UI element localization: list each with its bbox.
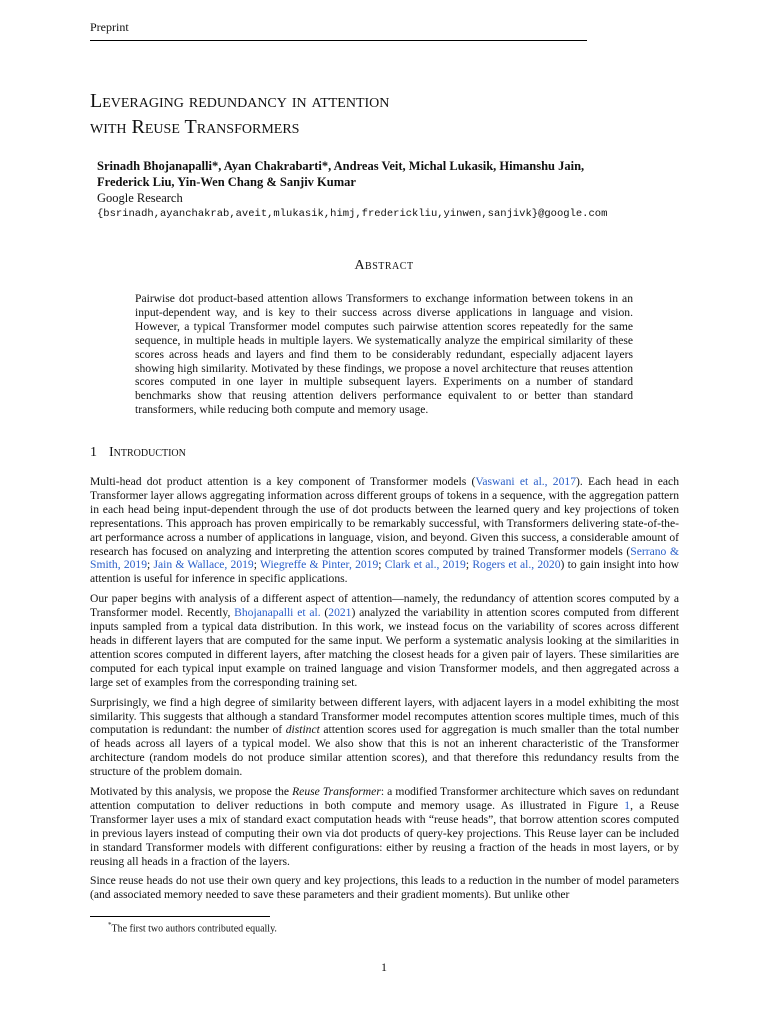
running-header: Preprint	[90, 20, 587, 41]
author-list	[97, 158, 687, 190]
text-run: Motivated by this analysis, we propose the	[90, 785, 293, 799]
text-run: ;	[378, 558, 385, 572]
text-run: Surprisingly, we find a high degree of similarity between different layers, with adjacent layers in a model exhibiting the most similarity. This suggests that although a standard Transformer model recomputes attention scores multiple times, much of this computation is redundant: the number of	[90, 695, 679, 737]
text-run: Multi-head dot product attention is a key component of Transformer models (	[90, 475, 476, 488]
paragraph-3	[90, 696, 679, 779]
text-run: ). Each head in each Transformer layer allows aggregating information across different groups of tokens in a sequence, with the aggregation pattern in each head being input-dependent through the use of dot products between the learned query and key projections of token representations. This approach has proven empirically to be remarkably successful, with Transformers delivering state-of-the-art performance across a number of applications in language, vision, and beyond. Given this success, a considerable amount of research has focused on analyzing and interpreting the attention scores computed by trained Transformer models (	[90, 475, 679, 558]
abstract-heading: Abstract	[354, 258, 414, 273]
section-number: 1	[90, 445, 97, 460]
paper-title	[90, 88, 690, 140]
text-run: (	[320, 606, 329, 620]
paragraph-2	[90, 592, 679, 689]
citation-link[interactable]: Serrano & Smith, 2019	[90, 544, 679, 572]
citation-link[interactable]: Rogers et al., 2020	[472, 558, 561, 572]
abstract-text: Pairwise dot product-based attention allows Transformers to exchange information between tokens in an input-dependent way, and is key to their success across diverse applications in language and vision. However, a typical Transformer model computes such pairwise attention scores repeatedly for the same sequence, in multiple heads in multiple layers. We systematically analyze the empirical similarity of these scores across heads and layers and find them to be considerably redundant, especially adjacent layers showing high similarity. Motivated by these findings, we propose a novel architecture that reuses attention scores computed in one layer in multiple subsequent layers. Experiments on a number of standard benchmarks show that reusing attention delivers performance equivalent to or better than standard transformers, while reducing both compute and memory usage.	[135, 292, 633, 417]
text-run: attention scores used for aggregation is much smaller than the total number of heads across all layers of a typical model. We also show that this is not an inherent characteristic of the Transformer architecture (random models do not produce similar attention scores), and that therefore this redundancy results from the structure of the problem domain.	[90, 723, 680, 779]
text-run: Our paper begins with analysis of a different aspect of attention—namely, the redundancy of attention scores computed by a Transformer model. Recently,	[90, 592, 679, 620]
text-run: ) analyzed the variability in attention scores computed from different inputs sampled from a typical data distribution. In this work, we instead focus on the variability of scores across different heads in different layers that are computed for the same input. We perform a systematic analysis looking at the similarities in attention scores computed in different layers, after matching the closest heads for a given pair of layers. These similarities are computed for each typical input example on trained language and vision Transformer models, and then aggregated across a large set of examples from the corresponding training set.	[90, 606, 679, 689]
citation-link[interactable]: Wiegreffe & Pinter, 2019	[259, 558, 379, 572]
footnote-text: The first two authors contributed equally.	[111, 923, 277, 935]
text-run: ) to gain insight into how attention is useful for inference in specific applications.	[90, 558, 680, 586]
author-emails: {bsrinadh,ayanchakrab,aveit,mlukasik,himj,frederickliu,yinwen,sanjivk}@google.com	[97, 208, 608, 220]
text-run: Since reuse heads do not use their own query and key projections, this leads to a reduction in the number of model parameters (and associated memory needed to save these parameters and their gradient moments). But unlike other	[90, 874, 679, 902]
text-run: : a modified Transformer architecture which saves on redundant attention computation to deliver reductions in both compute and memory usage. As illustrated in Figure	[90, 785, 679, 812]
citation-link[interactable]: 2021	[328, 606, 352, 620]
emphasis: Reuse Transformer	[292, 785, 381, 799]
paragraph-5	[90, 874, 679, 902]
citation-link[interactable]: Bhojanapalli et al.	[234, 606, 321, 620]
citation-link[interactable]: Jain & Wallace, 2019	[153, 558, 254, 572]
paragraph-1	[90, 475, 679, 586]
emphasis: distinct	[285, 723, 320, 737]
text-run: ;	[465, 558, 473, 572]
affiliation: Google Research	[97, 191, 183, 205]
footnote-mark: *	[108, 921, 112, 929]
paragraph-4	[90, 785, 679, 868]
citation-link[interactable]: Clark et al., 2019	[384, 558, 466, 572]
citation-link[interactable]: Vaswani et al., 2017	[475, 475, 576, 488]
page-number: 1	[381, 960, 387, 974]
title-line-2: with Reuse Transformers	[90, 116, 300, 138]
text-run: ;	[253, 558, 260, 572]
figure-link[interactable]: 1	[624, 798, 631, 812]
footnote-rule	[90, 916, 270, 917]
section-body	[90, 475, 679, 908]
section-title: Introduction	[109, 445, 186, 460]
author-line-1: Srinadh Bhojanapalli*, Ayan Chakrabarti*, Andreas Veit, Michal Lukasik, Himanshu Jain,	[97, 159, 585, 173]
author-line-2: Frederick Liu, Yin-Wen Chang & Sanjiv Kumar	[97, 175, 356, 189]
text-run: ;	[147, 558, 154, 572]
text-run: , a Reuse Transformer layer uses a mix of standard exact computation heads with “reuse heads”, that borrow attention scores computed in previous layers instead of computing their own via dot products of query-key projections. This Reuse layer can be included in standard Transformer models with different configurations: either by reusing a fraction of the heads in most layers, or by reusing all heads in a fraction of the layers.	[90, 798, 679, 868]
title-line-1: Leveraging redundancy in attention	[90, 90, 390, 112]
footnote	[108, 921, 277, 934]
section-heading	[90, 445, 186, 461]
